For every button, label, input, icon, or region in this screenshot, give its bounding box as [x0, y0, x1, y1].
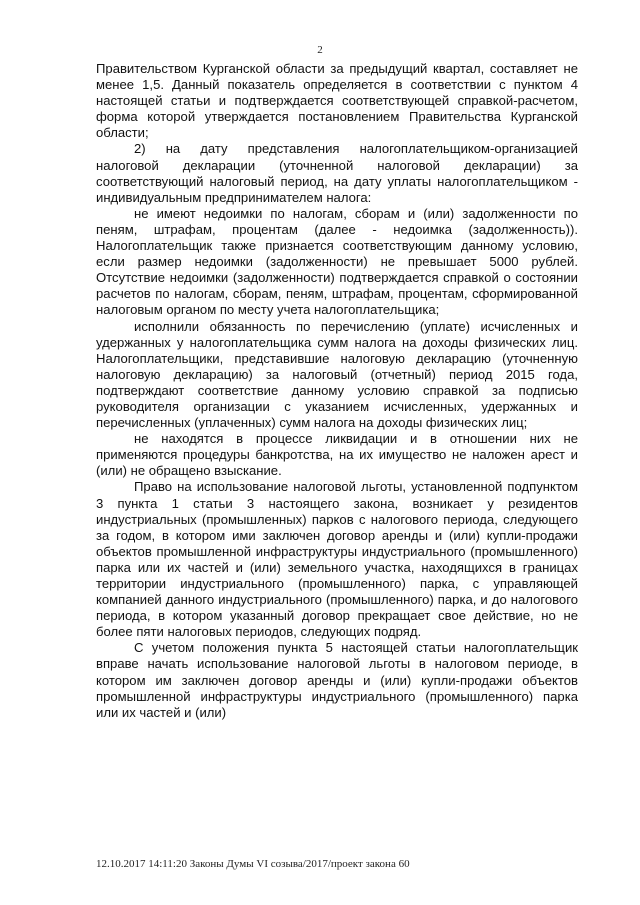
- page-number: 2: [317, 44, 323, 56]
- paragraph-4: исполнили обязанность по перечислению (уплате) исчисленных и удержанных у налогоплательщика сумм налога на доходы физических лиц. Налогоплательщики, представившие налоговую декларацию (уточненную налоговую декларацию) за налоговый (отчетный) период 2015 года, подтверждают соответствие данному условию справкой за подписью руководителя организации с указанием исчисленных, удержанных и перечисленных (уплаченных) сумм налога на доходы физических лиц;: [96, 318, 578, 431]
- paragraph-6: Право на использование налоговой льготы, установленной подпунктом 3 пункта 1 статьи 3 настоящего закона, возникает у резидентов индустриальных (промышленных) парков с налогового периода, следующего за годом, в котором ими заключен договор аренды и (или) купли-продажи объектов промышленной инфраструктуры индустриального (промышленного) парка или их частей и (или) земельного участка, находящихся в границах территории индустриального (промышленного) парка, с управляющей компанией данного индустриального (промышленного) парка, и до налогового периода, в котором указанный договор прекращает свое действие, но не более пяти налоговых периодов, следующих подряд.: [96, 479, 578, 640]
- paragraph-7: С учетом положения пункта 5 настоящей статьи налогоплательщик вправе начать использование налоговой льготы в налоговом периоде, в котором им заключен договор аренды и (или) купли-продажи объектов промышленной инфраструктуры индустриального (промышленного) парка или их частей и (или): [96, 640, 578, 720]
- document-footer: 12.10.2017 14:11:20 Законы Думы VI созыва/2017/проект закона 60: [96, 858, 410, 870]
- paragraph-3: не имеют недоимки по налогам, сборам и (или) задолженности по пеням, штрафам, процентам (далее - недоимка (задолженность)). Налогоплательщик также признается соответствующим данному условию, если размер недоимки (задолженности) не превышает 5000 рублей. Отсутствие недоимки (задолженности) подтверждается справкой о состоянии расчетов по налогам, сборам, пеням, штрафам, процентам, сформированной налоговым органом по месту учета налогоплательщика;: [96, 205, 578, 318]
- paragraph-2: 2) на дату представления налогоплательщиком-организацией налоговой декларации (уточненной налоговой декларации) за соответствующий налоговый период, на дату уплаты налогоплательщиком - индивидуальным предпринимателем налога:: [96, 141, 578, 205]
- paragraph-1: Правительством Курганской области за предыдущий квартал, составляет не менее 1,5. Данный показатель определяется в соответствии с пунктом 4 настоящей статьи и подтверждается соответствующей справкой-расчетом, форма которой утверждается постановлением Правительства Курганской области;: [96, 61, 578, 141]
- document-body: [96, 61, 578, 721]
- paragraph-5: не находятся в процессе ликвидации и в отношении них не применяются процедуры банкротства, на их имущество не наложен арест и (или) не обращено взыскание.: [96, 431, 578, 479]
